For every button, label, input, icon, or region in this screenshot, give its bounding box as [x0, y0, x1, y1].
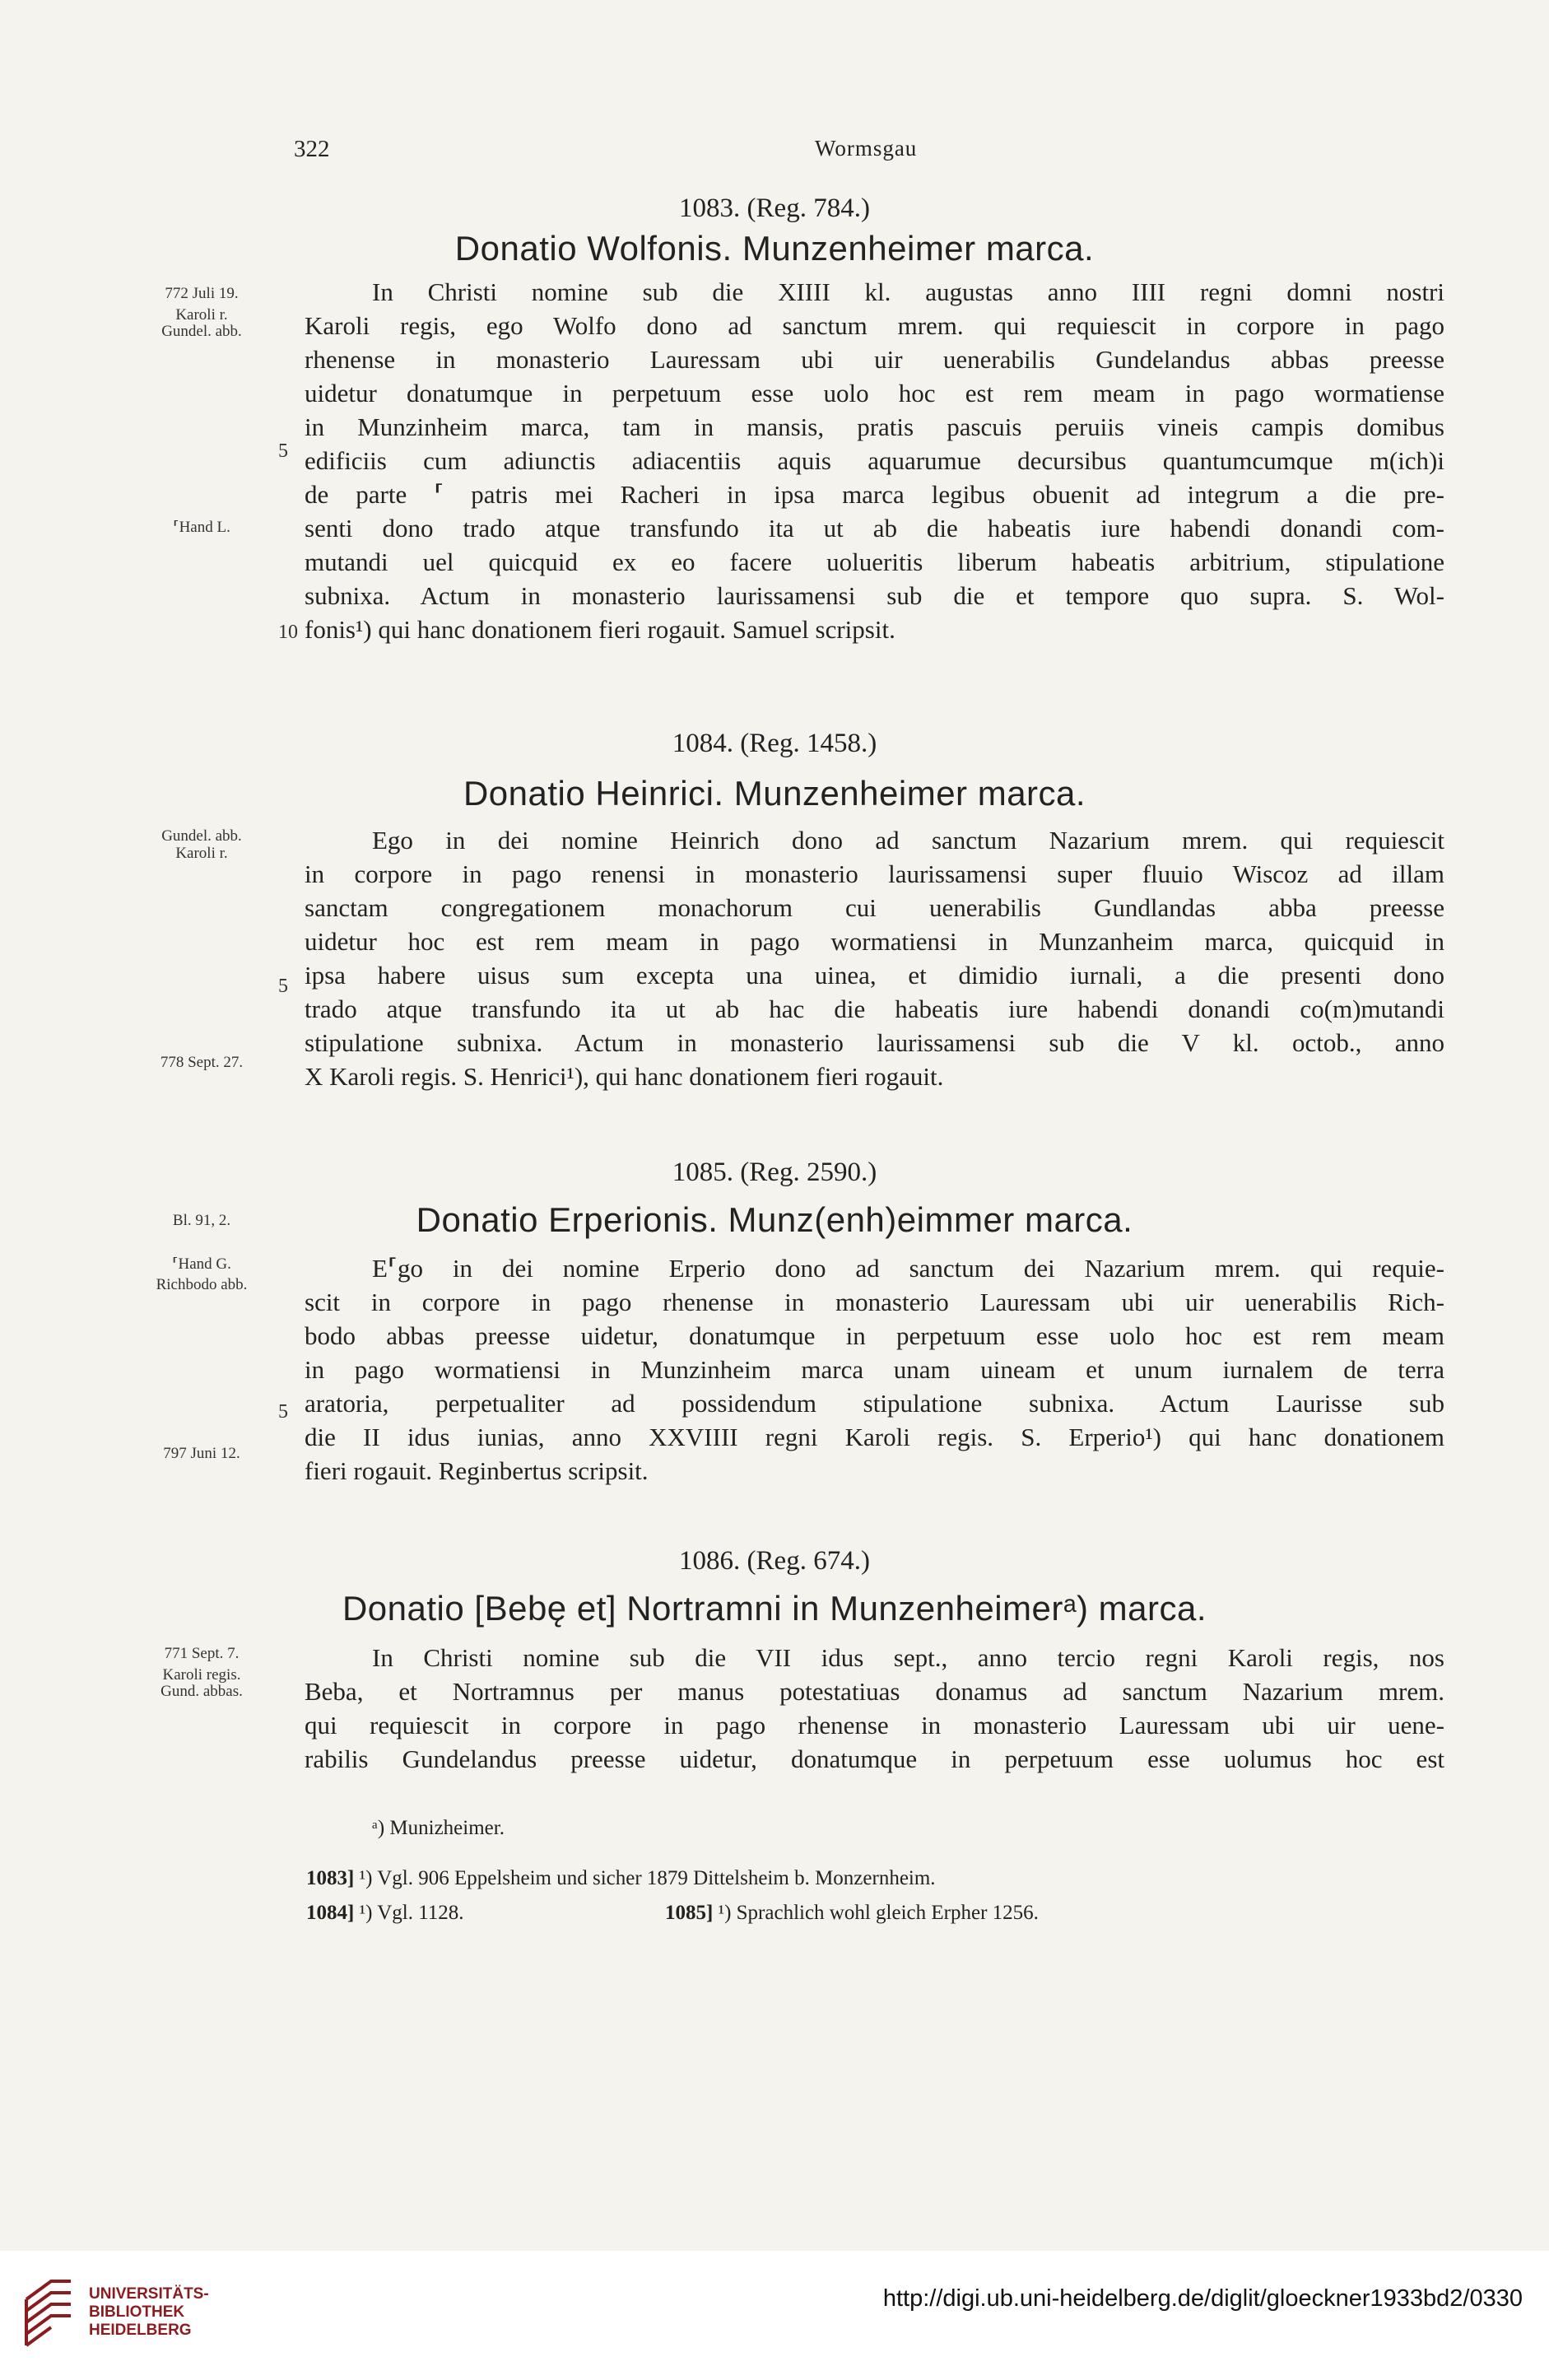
line-number: 5: [278, 440, 288, 462]
text-line: edificiis cum adiunctis adiacentiis aquis aquarumue decursibus quantumcumque m(ich)i: [305, 446, 1444, 475]
margin-note: Gund. abbas.: [160, 1683, 243, 1700]
text-line: ipsa habere uisus sum excepta una uinea, et dimidio iurnali, a die presenti dono: [305, 961, 1444, 990]
footer-bar: [0, 2251, 1549, 2380]
text-line: rabilis Gundelandus preesse uidetur, donatumque in perpetuum esse uolumus hoc est: [305, 1744, 1444, 1773]
margin-date: 778 Sept. 27.: [160, 1054, 244, 1071]
text-line: qui requiescit in corpore in pago rhenense in monasterio Lauressam ubi uir uene-: [305, 1711, 1444, 1740]
text-line: scit in corpore in pago rhenense in monasterio Lauressam ubi uir uenerabilis Rich-: [305, 1288, 1444, 1316]
document-text: [305, 823, 1444, 1093]
text-line: bodo abbas preesse uidetur, donatumque in perpetuum esse uolo hoc est rem meam: [305, 1321, 1444, 1350]
line-number: 5: [278, 1401, 288, 1423]
footnote-text: ¹) Sprachlich wohl gleich Erpher 1256.: [718, 1902, 1039, 1924]
text-line: Beba, et Nortramnus per manus potestatiuas donamus ad sanctum Nazarium mrem.: [305, 1677, 1444, 1706]
text-line: fieri rogauit. Reginbertus scripsit.: [305, 1456, 649, 1485]
margin-note: Richbodo abb.: [156, 1276, 248, 1293]
margin-date: 797 Juni 12.: [163, 1445, 240, 1462]
text-line: mutandi uel quicquid ex eo facere uolueritis liberum habeatis arbitrium, stipulatione: [305, 547, 1444, 576]
text-line: sanctam congregationem monachorum cui uenerabilis Gundlandas abba preesse: [305, 893, 1444, 922]
text-line: rhenense in monasterio Lauressam ubi uir uenerabilis Gundelandus abbas preesse: [305, 345, 1444, 374]
footnote-text: ¹) Vgl. 1128.: [359, 1902, 464, 1924]
margin-hand-note: ⸢Hand G.: [172, 1255, 231, 1273]
text-line: Ego in dei nomine Heinrich dono ad sanctum Nazarium mrem. qui requiescit: [372, 826, 1444, 855]
text-line: senti dono trado atque transfundo ita ut ab die habeatis iure habendi donandi com-: [305, 514, 1444, 543]
footnote-ref: 1083]: [306, 1867, 355, 1889]
line-number: 5: [278, 976, 288, 997]
document-number: 1085. (Reg. 2590.): [672, 1157, 877, 1187]
text-line: in pago wormatiensi in Munzinheim marca unam uineam et unum iurnalem de terra: [305, 1355, 1444, 1384]
page-number: 322: [294, 136, 330, 162]
text-line: X Karoli regis. S. Henrici¹), qui hanc donationem fieri rogauit.: [305, 1062, 944, 1091]
margin-note: Karoli r.: [175, 306, 228, 324]
text-line: die II idus iunias, anno XXVIIII regni Karoli regis. S. Erperio¹) qui hanc donationem: [305, 1423, 1444, 1451]
document-number: 1083. (Reg. 784.): [679, 193, 870, 223]
document-text: [305, 1641, 1444, 1776]
document-title: Donatio [Bebę et] Nortramni in Munzenheimerᵃ) marca.: [342, 1589, 1207, 1628]
text-line: stipulatione subnixa. Actum in monasterio laurissamensi sub die V kl. octob., anno: [305, 1028, 1444, 1057]
text-line: In Christi nomine sub die XIIII kl. augustas anno IIII regni domni nostri: [372, 277, 1444, 306]
margin-date: 771 Sept. 7.: [164, 1645, 240, 1662]
margin-note: Karoli regis.: [162, 1666, 241, 1684]
document-title: Donatio Heinrici. Munzenheimer marca.: [463, 774, 1086, 813]
text-line: In Christi nomine sub die VII idus sept., anno tercio regni Karoli regis, nos: [372, 1643, 1444, 1672]
text-line: in corpore in pago renensi in monasterio laurissamensi super fluuio Wiscoz ad illam: [305, 859, 1444, 888]
margin-date: 772 Juli 19.: [165, 285, 239, 302]
margin-note: Karoli r.: [175, 845, 228, 862]
document-title: Donatio Erperionis. Munz(enh)eimmer marca.: [416, 1200, 1133, 1239]
margin-note: Bl. 91, 2.: [172, 1212, 231, 1229]
text-line: Karoli regis, ego Wolfo dono ad sanctum mrem. qui requiescit in corpore in pago: [305, 311, 1444, 340]
document-number: 1084. (Reg. 1458.): [672, 729, 877, 758]
footnote-a: ᵃ) Munizheimer.: [372, 1817, 505, 1839]
library-name-line: UNIVERSITÄTS-: [89, 2285, 209, 2303]
footnote-1083: [306, 1867, 936, 1890]
library-logo-icon: [18, 2275, 76, 2352]
text-line: de parte ⸢ patris mei Racheri in ipsa marca legibus obuenit ad integrum a die pre-: [305, 480, 1444, 509]
text-line: uidetur hoc est rem meam in pago wormatiensi in Munzanheim marca, quicquid in: [305, 927, 1444, 956]
library-name-line: BIBLIOTHEK: [89, 2303, 185, 2321]
margin-hand-note: ⸢Hand L.: [173, 519, 230, 536]
source-url[interactable]: http://digi.ub.uni-heidelberg.de/diglit/gloeckner1933bd2/0330: [882, 2285, 1523, 2312]
margin-note: Gundel. abb.: [161, 827, 242, 845]
footnote-ref: 1084]: [306, 1902, 355, 1924]
library-name: [89, 2285, 209, 2340]
margin-note: Gundel. abb.: [161, 323, 242, 340]
text-line: trado atque transfundo ita ut ab hac die habeatis iure habendi donandi co(m)mutandi: [305, 994, 1444, 1023]
footnote-1085: [665, 1902, 1039, 1925]
document-text: [305, 1251, 1444, 1488]
footnote-1084: [306, 1902, 464, 1925]
document-number: 1086. (Reg. 674.): [679, 1546, 870, 1576]
text-line: aratoria, perpetualiter ad possidendum stipulatione subnixa. Actum Laurisse sub: [305, 1389, 1444, 1418]
text-line: uidetur donatumque in perpetuum esse uolo hoc est rem meam in pago wormatiense: [305, 379, 1444, 408]
running-title: Wormsgau: [815, 136, 918, 161]
document-title: Donatio Wolfonis. Munzenheimer marca.: [454, 229, 1095, 268]
line-number: 10: [278, 622, 298, 643]
text-line: fonis¹) qui hanc donationem fieri rogauit. Samuel scripsit.: [305, 615, 895, 644]
footnote-ref: 1085]: [665, 1902, 714, 1924]
text-line: E⸢go in dei nomine Erperio dono ad sanctum dei Nazarium mrem. qui requie-: [372, 1254, 1444, 1283]
document-text: [305, 275, 1444, 646]
text-line: subnixa. Actum in monasterio laurissamensi sub die et tempore quo supra. S. Wol-: [305, 581, 1444, 610]
footnote-text: ¹) Vgl. 906 Eppelsheim und sicher 1879 Dittelsheim b. Monzernheim.: [359, 1867, 936, 1889]
library-name-line: HEIDELBERG: [89, 2322, 192, 2339]
text-line: in Munzinheim marca, tam in mansis, pratis pascuis peruiis vineis campis domibus: [305, 412, 1444, 441]
